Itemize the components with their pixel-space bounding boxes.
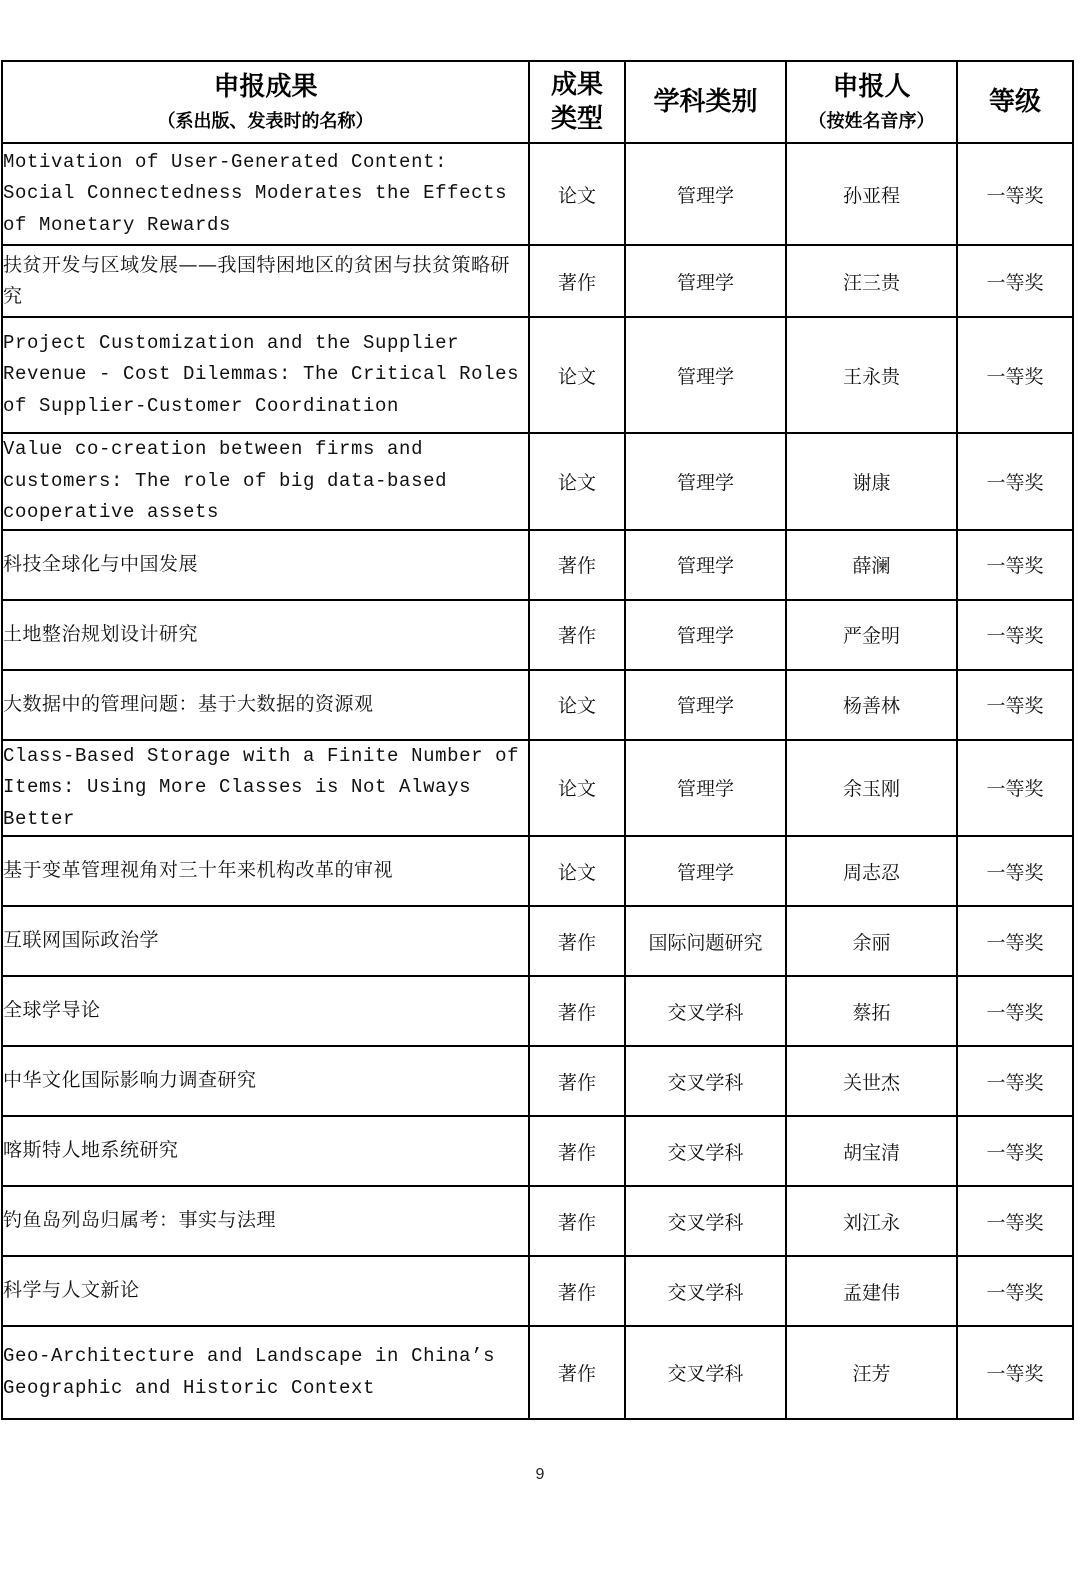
cell-applicant: 薛澜	[786, 530, 957, 600]
header-result-type-line2: 类型	[550, 104, 603, 134]
table-row	[2, 600, 1073, 670]
cell-result-title: Class-Based Storage with a Finite Number of Items: Using More Classes is Not Always Better	[2, 740, 529, 837]
header-applicant	[786, 61, 957, 143]
table-row	[2, 1116, 1073, 1186]
cell-result-title: 钓鱼岛列岛归属考：事实与法理	[2, 1186, 529, 1256]
table-row	[2, 143, 1073, 245]
cell-grade: 一等奖	[957, 245, 1073, 317]
cell-discipline: 管理学	[625, 143, 786, 245]
cell-discipline: 交叉学科	[625, 1186, 786, 1256]
table-row	[2, 1326, 1073, 1419]
cell-discipline: 国际问题研究	[625, 906, 786, 976]
cell-discipline: 交叉学科	[625, 1046, 786, 1116]
cell-discipline: 管理学	[625, 530, 786, 600]
cell-result-title: 科学与人文新论	[2, 1256, 529, 1326]
cell-grade: 一等奖	[957, 600, 1073, 670]
table-row	[2, 1256, 1073, 1326]
cell-result-type: 著作	[529, 600, 625, 670]
cell-result-title: 基于变革管理视角对三十年来机构改革的审视	[2, 836, 529, 906]
cell-result-type: 论文	[529, 317, 625, 433]
cell-result-title: Geo-Architecture and Landscape in China’s Geographic and Historic Context	[2, 1326, 529, 1419]
cell-grade: 一等奖	[957, 740, 1073, 837]
cell-result-title: 土地整治规划设计研究	[2, 600, 529, 670]
table-row	[2, 906, 1073, 976]
cell-grade: 一等奖	[957, 143, 1073, 245]
cell-grade: 一等奖	[957, 670, 1073, 740]
table-header-row	[2, 61, 1073, 143]
cell-result-title: 扶贫开发与区域发展——我国特困地区的贫困与扶贫策略研究	[2, 245, 529, 317]
table-row	[2, 433, 1073, 530]
cell-result-title: 喀斯特人地系统研究	[2, 1116, 529, 1186]
cell-result-title: Motivation of User-Generated Content: Social Connectedness Moderates the Effects of Monetary Rewards	[2, 143, 529, 245]
header-discipline-label: 学科类别	[653, 87, 758, 117]
cell-grade: 一等奖	[957, 1256, 1073, 1326]
cell-discipline: 交叉学科	[625, 1256, 786, 1326]
header-discipline	[625, 61, 786, 143]
cell-applicant: 关世杰	[786, 1046, 957, 1116]
cell-applicant: 杨善林	[786, 670, 957, 740]
cell-grade: 一等奖	[957, 317, 1073, 433]
cell-grade: 一等奖	[957, 976, 1073, 1046]
table-row	[2, 740, 1073, 837]
header-result-title	[2, 61, 529, 143]
header-result-type	[529, 61, 625, 143]
table-row	[2, 530, 1073, 600]
table-row	[2, 1186, 1073, 1256]
header-grade-label: 等级	[988, 87, 1041, 117]
cell-result-type: 著作	[529, 976, 625, 1046]
awards-table	[1, 60, 1074, 1420]
cell-result-title: 大数据中的管理问题：基于大数据的资源观	[2, 670, 529, 740]
cell-discipline: 管理学	[625, 836, 786, 906]
cell-discipline: 管理学	[625, 670, 786, 740]
cell-applicant: 汪芳	[786, 1326, 957, 1419]
table-row	[2, 836, 1073, 906]
cell-grade: 一等奖	[957, 1116, 1073, 1186]
cell-grade: 一等奖	[957, 530, 1073, 600]
cell-result-title: 全球学导论	[2, 976, 529, 1046]
header-grade	[957, 61, 1073, 143]
cell-result-type: 著作	[529, 906, 625, 976]
cell-discipline: 交叉学科	[625, 976, 786, 1046]
cell-applicant: 余丽	[786, 906, 957, 976]
page-number: 9	[535, 1466, 545, 1483]
cell-result-title: 中华文化国际影响力调查研究	[2, 1046, 529, 1116]
cell-result-title: Value co-creation between firms and customers: The role of big data-based cooperative assets	[2, 433, 529, 530]
cell-grade: 一等奖	[957, 906, 1073, 976]
cell-grade: 一等奖	[957, 1186, 1073, 1256]
header-applicant-main: 申报人	[832, 72, 911, 102]
cell-grade: 一等奖	[957, 1046, 1073, 1116]
cell-applicant: 余玉刚	[786, 740, 957, 837]
cell-result-type: 著作	[529, 1186, 625, 1256]
cell-discipline: 交叉学科	[625, 1326, 786, 1419]
cell-result-type: 论文	[529, 740, 625, 837]
cell-applicant: 孙亚程	[786, 143, 957, 245]
header-result-title-main: 申报成果	[213, 72, 318, 102]
cell-result-type: 著作	[529, 1256, 625, 1326]
header-result-title-sub: （系出版、发表时的名称）	[157, 111, 374, 132]
cell-grade: 一等奖	[957, 836, 1073, 906]
cell-discipline: 管理学	[625, 245, 786, 317]
cell-result-type: 论文	[529, 836, 625, 906]
cell-discipline: 管理学	[625, 740, 786, 837]
cell-applicant: 汪三贵	[786, 245, 957, 317]
cell-result-type: 著作	[529, 1116, 625, 1186]
table-body	[2, 143, 1073, 1419]
cell-discipline: 交叉学科	[625, 1116, 786, 1186]
cell-discipline: 管理学	[625, 433, 786, 530]
table-row	[2, 976, 1073, 1046]
cell-grade: 一等奖	[957, 1326, 1073, 1419]
cell-applicant: 孟建伟	[786, 1256, 957, 1326]
header-result-type-line1: 成果	[550, 70, 603, 100]
cell-result-type: 著作	[529, 530, 625, 600]
cell-discipline: 管理学	[625, 600, 786, 670]
cell-applicant: 王永贵	[786, 317, 957, 433]
cell-result-title: 互联网国际政治学	[2, 906, 529, 976]
cell-applicant: 周志忍	[786, 836, 957, 906]
cell-grade: 一等奖	[957, 433, 1073, 530]
table-row	[2, 245, 1073, 317]
cell-applicant: 蔡拓	[786, 976, 957, 1046]
table-row	[2, 670, 1073, 740]
cell-applicant: 严金明	[786, 600, 957, 670]
table-row	[2, 1046, 1073, 1116]
table-row	[2, 317, 1073, 433]
cell-result-title: Project Customization and the Supplier Revenue - Cost Dilemmas: The Critical Roles of Supplier-Customer Coordination	[2, 317, 529, 433]
cell-result-type: 著作	[529, 1046, 625, 1116]
cell-applicant: 胡宝清	[786, 1116, 957, 1186]
cell-result-type: 著作	[529, 245, 625, 317]
cell-result-type: 论文	[529, 433, 625, 530]
cell-result-title: 科技全球化与中国发展	[2, 530, 529, 600]
cell-discipline: 管理学	[625, 317, 786, 433]
cell-applicant: 谢康	[786, 433, 957, 530]
cell-result-type: 著作	[529, 1326, 625, 1419]
cell-applicant: 刘江永	[786, 1186, 957, 1256]
header-applicant-sub: （按姓名音序）	[808, 111, 935, 132]
cell-result-type: 论文	[529, 143, 625, 245]
cell-result-type: 论文	[529, 670, 625, 740]
